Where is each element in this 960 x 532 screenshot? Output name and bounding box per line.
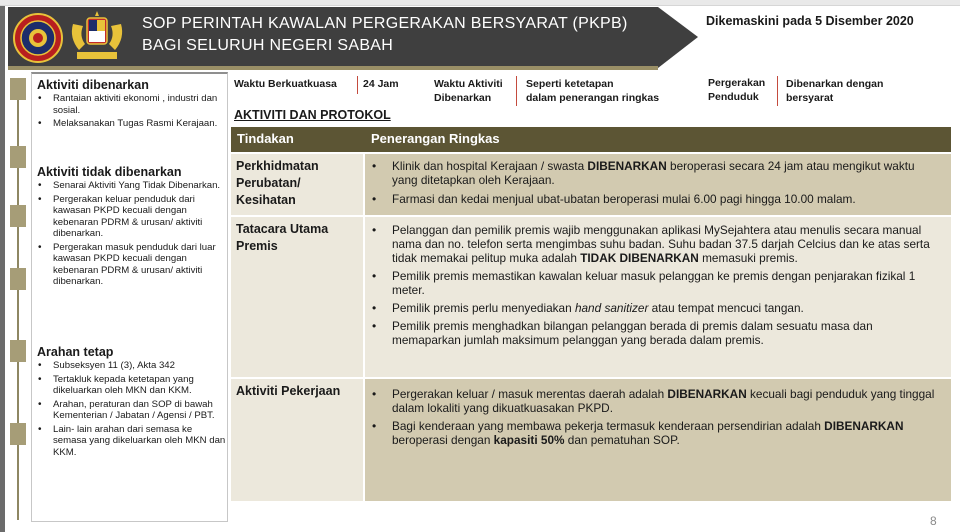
row-title-cell <box>231 154 363 215</box>
activity-time-value-1: Seperti ketetapan <box>526 78 614 90</box>
duration-label: Waktu Berkuatkuasa <box>234 78 337 90</box>
duration-value: 24 Jam <box>363 78 399 90</box>
movement-label-1: Pergerakan <box>708 77 766 89</box>
row-description-cell <box>365 217 951 377</box>
row-title: Tatacara Utama Premis <box>236 222 329 253</box>
table-row <box>231 152 951 215</box>
list-item: • Pergerakan keluar / masuk merentas daerah adalah DIBENARKAN kecuali bagi penduduk yang tinggal dalam lokaliti yang dikuatkuasakan PKPD. <box>368 387 943 415</box>
timeline-marker <box>10 146 26 168</box>
directive-section <box>37 345 227 460</box>
row-description-cell <box>365 154 951 215</box>
directive-heading: Arahan tetap <box>37 345 114 359</box>
page-title-line-2: BAGI SELURUH NEGERI SABAH <box>142 37 394 54</box>
separator <box>516 76 517 106</box>
row-title-cell <box>231 379 363 501</box>
movement-value-1: Dibenarkan dengan <box>786 78 884 90</box>
timeline-marker <box>10 78 26 100</box>
list-item: • Rantaian aktiviti ekonomi , industri dan sosial. <box>37 93 227 116</box>
allowed-heading: Aktiviti dibenarkan <box>37 78 149 92</box>
row-title: Aktiviti Pekerjaan <box>236 384 341 398</box>
list-item: • Bagi kenderaan yang membawa pekerja termasuk kenderaan persendirian adalah DIBENARKAN beroperasi dengan kapasiti 50% dan pematuhan SOP. <box>368 419 943 447</box>
list-item: • Farmasi dan kedai menjual ubat-ubatan beroperasi mulai 6.00 pagi hingga 10.00 malam. <box>368 192 943 206</box>
disallowed-heading: Aktiviti tidak dibenarkan <box>37 165 182 179</box>
disallowed-section <box>37 165 227 290</box>
list-item: • Tertakluk kepada ketetapan yang dikeluarkan oleh MKN dan KKM. <box>37 374 227 397</box>
list-item: • Pemilik premis menghadkan bilangan pelanggan berada di premis dalam sesuatu masa dan memaparkan jumlah maksimum pelanggan yang berada dalam premis. <box>368 319 943 347</box>
row-title: Perkhidmatan Perubatan/ Kesihatan <box>236 159 319 207</box>
title-underline <box>8 66 658 70</box>
agency-emblem-icon <box>13 13 63 63</box>
page-title-line-1: SOP PERINTAH KAWALAN PERGERAKAN BERSYARAT (PKPB) <box>142 15 628 32</box>
list-item: • Senarai Aktiviti Yang Tidak Dibenarkan. <box>37 180 227 192</box>
list-item: • Arahan, peraturan dan SOP di bawah Kementerian / Jabatan / Agensi / PBT. <box>37 399 227 422</box>
movement-value-2: bersyarat <box>786 92 834 104</box>
activity-time-label-1: Waktu Aktiviti <box>434 78 503 90</box>
protocol-table <box>231 127 951 501</box>
timeline-marker <box>10 340 26 362</box>
row-description-cell <box>365 379 951 501</box>
list-item: • Melaksanakan Tugas Rasmi Kerajaan. <box>37 118 227 130</box>
top-strip <box>0 0 960 6</box>
timeline-marker <box>10 205 26 227</box>
list-item: • Lain- lain arahan dari semasa ke semasa yang dikeluarkan oleh MKN dan KKM. <box>37 424 227 459</box>
movement-label-2: Penduduk <box>708 91 759 103</box>
updated-date: Dikemaskini pada 5 Disember 2020 <box>706 14 914 28</box>
table-row <box>231 215 951 377</box>
list-item: • Pergerakan keluar penduduk dari kawasan PKPD kecuali dengan kebenaran PDRM & urusan/ aktiviti dibenarkan. <box>37 194 227 240</box>
left-edge <box>0 6 5 532</box>
activity-time-label-2: Dibenarkan <box>434 92 492 104</box>
separator <box>357 76 358 94</box>
list-item: • Pemilik premis memastikan kawalan keluar masuk pelanggan ke premis dengan penjarakan fizikal 1 meter. <box>368 269 943 297</box>
row-title-cell <box>231 217 363 377</box>
column-header-description: Penerangan Ringkas <box>371 131 500 146</box>
list-item: • Pergerakan masuk penduduk dari luar kawasan PKPD kecuali dengan kebenaran PDRM & urusan/ aktiviti dibenarkan. <box>37 242 227 288</box>
page-number: 8 <box>930 514 937 528</box>
list-item: • Pemilik premis perlu menyediakan hand sanitizer atau tempat mencuci tangan. <box>368 301 943 315</box>
list-item: • Subseksyen 11 (3), Akta 342 <box>37 360 227 372</box>
column-header-action: Tindakan <box>237 131 294 146</box>
list-item: • Klinik dan hospital Kerajaan / swasta DIBENARKAN beroperasi secara 24 jam atau mengikut waktu yang ditetapkan oleh Kerajaan. <box>368 159 943 187</box>
coat-of-arms-icon <box>65 10 129 64</box>
list-item: • Pelanggan dan pemilik premis wajib menggunakan aplikasi MySejahtera atau menulis secara manual nama dan no. telefon serta mengimbas suhu badan. Suhu badan 37.5 darjah Celcius dan ke atas serta tidak memakai pelitup muka adalah TIDAK DIBENARKAN memasuki premis. <box>368 223 943 265</box>
timeline-marker <box>10 268 26 290</box>
table-row <box>231 377 951 501</box>
section-heading: AKTIVITI DAN PROTOKOL <box>234 108 391 122</box>
timeline-marker <box>10 423 26 445</box>
separator <box>777 76 778 106</box>
table-header <box>231 127 951 152</box>
activity-time-value-2: dalam penerangan ringkas <box>526 92 660 104</box>
allowed-section <box>37 78 227 132</box>
